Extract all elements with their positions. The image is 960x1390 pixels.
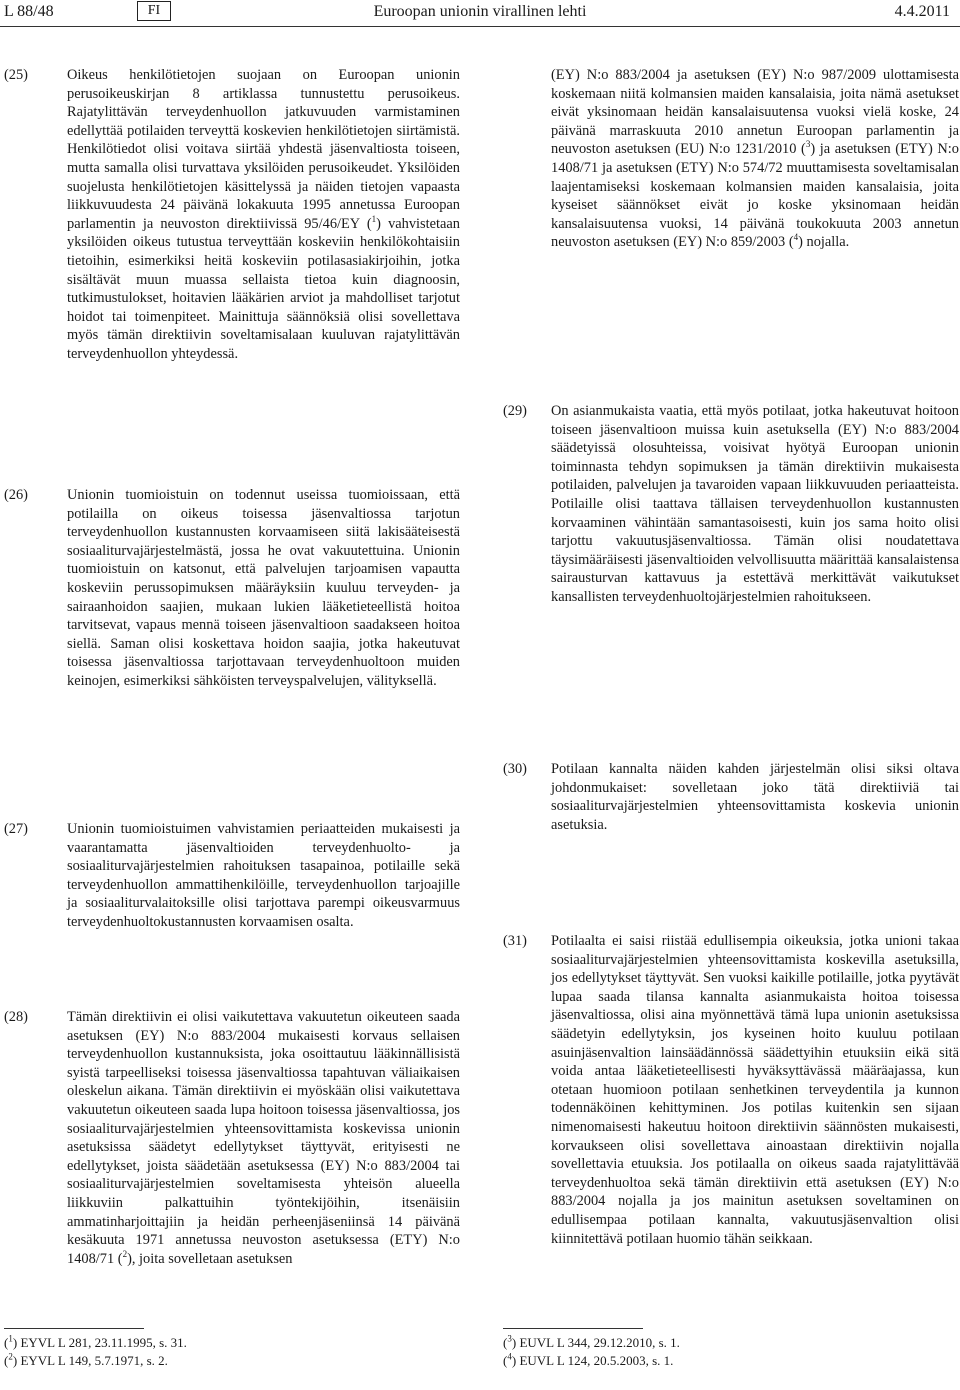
header-rule (0, 26, 960, 27)
footnote-rule (4, 1328, 144, 1329)
footnote-4: ($^4$) EUVL L 124, 20.5.2003, s. 1. (503, 1351, 674, 1368)
footnote-ref: 3 (805, 139, 811, 150)
language-badge: FI (137, 1, 171, 21)
recital-text: (EY) N:o 883/2004 ja asetuksen (EY) N:o 987/2009 ulottamisesta koskemaan niitä kolmansien maiden kansalaisia, joita nämä asetukset eivät yksinomaan heidän kansalaisuutensa vuoksi vielä koske, 24 päivänä marraskuuta 2010 annetun Euroopan parlamentin ja neuvoston asetuksen (EU) N:o 1231/2010 ($^3$) ja asetuksen (ETY) N:o 1408/71 ja asetuksen (ETY) N:o 574/72 muuttamisesta soveltamisalan laajentamiseksi koskemaan kolmansien maiden kansalaisia, joita kyseiset säännökset eivät jo koske yksinomaan heidän kansalaisuutensa vuoksi, 14 päivänä toukokuuta 2003 annetun neuvoston asetuksen (EY) N:o 859/2003 ($^4$) nojalla. (551, 67, 959, 251)
publication-date: 4.4.2011 (894, 3, 950, 20)
recital-text: Unionin tuomioistuin on todennut useissa tuomioissaan, että potilailla on oikeus toisessa jäsenvaltiossa tarjotun terveydenhuollon kustannusten korvaamiseen siitä lakisääteisestä sosiaaliturvajärjestelmästä, jossa he ovat vakuutettuina. Unionin tuomioistuin on katsonut, että palvelujen tarjoamisen vapautta koskeviin perussopimuksen määräyksiin kuuluu terveyden- ja sairaanhoidon saajien, mukaan lukien lääketieteellistä hoitoa tarvitsevat, vapaus mennä toiseen jäsenvaltioon saadakseen hoitoa siellä. Saman olisi koskettava hoidon saajia, jotka hakeutuvat toisessa jäsenvaltiossa tarjottavaan terveydenhuoltoon muiden keinojen, esimerkiksi sähköisten terveyspalvelujen, välityksellä. (67, 487, 460, 689)
footnote-2: ($^2$) EYVL L 149, 5.7.1971, s. 2. (4, 1351, 168, 1368)
recital-25 (4, 66, 460, 364)
footnote-rule (503, 1328, 643, 1329)
footnote-3: ($^3$) EUVL L 344, 29.12.2010, s. 1. (503, 1333, 680, 1350)
recital-number: (28) (4, 1009, 28, 1025)
recital-text: Tämän direktiivin ei olisi vaikutettava vakuutetun oikeuteen saada asetuksen (EY) N:o 883/2004 mukaisesti korvaus sellaisen terveydenhuollon kustannuksista, joka osoittautuu lääkinnällisistä syistä tarpeelliseksi toisessa jäsenvaltiossa tapahtuvan väliaikaisen oleskelun aikana. Tämän direktiivin ei myöskään olisi vaikutettava vakuutetun oikeuteen saada lupa hoitoon toisessa jäsenvaltiossa, jos sosiaaliturvajärjestelmien yhteensovittamista koskevissa unionin asetuksissa säädetyt edellytykset täyttyvät, erityisesti ne edellytykset, joista säädetään asetuksessa (EY) N:o 883/2004 tai sosiaaliturvajärjestelmien soveltamisesta yhteisön alueella liikkuviin palkattuihin työntekijöihin, itsenäisiin ammatinharjoittajiin ja heidän perheenjäseniinsä 14 päivänä kesäkuuta 1971 annetussa neuvoston asetuksessa (ETY) N:o 1408/71 ($^2$), joita sovelletaan asetuksen (67, 1009, 460, 1267)
page-header (0, 0, 960, 26)
recital-27 (4, 820, 460, 932)
recital-28-continued (503, 66, 959, 252)
recital-text: Potilaan kannalta näiden kahden järjestelmän olisi siksi oltava johdonmukaiset: sovelletaan joko tätä direktiiviä tai sosiaaliturvajärjestelmien yhteensovittamista koskevia unionin asetuksia. (551, 761, 959, 833)
page-reference: L 88/48 (4, 3, 54, 20)
recital-number: (31) (503, 933, 527, 949)
recital-number: (25) (4, 67, 28, 83)
footnote-ref: 2 (122, 1248, 128, 1259)
recital-text: Unionin tuomioistuimen vahvistamien periaatteiden mukaisesti ja vaarantamatta jäsenvaltioiden terveydenhuolto- ja sosiaaliturvajärjestelmien rahoituksen tasapainoa, potilaille sekä terveydenhuollon ammattihenkilöille, terveydenhuollon tarjoajille ja sosiaaliturvalaitoksille olisi tarjottava parempi oikeusvarmuus terveydenhuoltokustannusten korvaamisen osalta. (67, 821, 460, 930)
footnote-ref: 1 (371, 213, 377, 224)
recital-number: (26) (4, 487, 28, 503)
recital-number: (29) (503, 403, 527, 419)
recital-30 (503, 760, 959, 834)
recital-number: (30) (503, 761, 527, 777)
footnote-ref: 4 (793, 232, 799, 243)
recital-26 (4, 486, 460, 691)
recital-number: (27) (4, 821, 28, 837)
recital-31 (503, 932, 959, 1248)
recital-text: Potilaalta ei saisi riistää edullisempia oikeuksia, jotka unioni takaa sosiaaliturvajärjestelmien yhteensovittamista koskevilla asetuksilla, jos edellytykset täyttyvät. Sen vuoksi kaikille potilaille, jotka pyytävät lupaa saada tilansa kannalta asianmukaista hoitoa toisessa jäsenvaltiossa, olisi aina myönnettävä tämä lupa unionin asetuksissa säädetyin edellytyksin, jos kyseinen hoito kuuluu potilaan asuinjäsenvaltion lainsäädännössä säädettyihin etuuksiin eikä sitä voida antaa lääketieteellisesti hyväksyttävässä määräajassa, kun otetaan huomioon potilaan senhetkinen terveydentila ja kunnon todennäköinen kehittyminen. Jos potilas kuitenkin sen sijaan nimenomaisesti hakeutuu hoitoon direktiivin säännösten mukaisesti, korvaukseen olisi sovellettava ainoastaan direktiivin nojalla sovellettavia etuuksia. Jos potilaalla on oikeus saada rajatylittävää terveydenhuoltoa sekä tämän direktiivin että asetuksen (EY) N:o 883/2004 nojalla ja jos mainitun asetuksen soveltaminen on edullisempaa potilaan kannalta, vakuutusjäsenvaltion olisi kiinnitettävä potilaan huomio tähän seikkaan. (551, 933, 959, 1247)
journal-title: Euroopan unionin virallinen lehti (373, 3, 587, 20)
recital-28 (4, 1008, 460, 1268)
recital-29 (503, 402, 959, 607)
footnote-1: ($^1$) EYVL L 281, 23.11.1995, s. 31. (4, 1333, 187, 1350)
recital-text: Oikeus henkilötietojen suojaan on Euroopan unionin perusoikeuskirjan 8 artiklassa tunnustettu perusoikeus. Rajatylittävän terveydenhuollon jatkuvuuden varmistaminen edellyttää potilaiden terveyttä koskevien henkilötietojen siirtämistä. Henkilötiedot olisi voitava siirtää yhdestä jäsenvaltiosta toiseen, mutta samalla olisi turvattava yksilöiden perusoikeudet. Yksilöiden suojelusta henkilötietojen käsittelyssä ja näiden tietojen vapaasta liikkuvuudesta 24 päivänä lokakuuta 1995 annetussa Euroopan parlamentin ja neuvoston direktiivissä 95/46/EY ($^1$) vahvistetaan yksilöiden oikeus tutustua terveyttään koskeviin henkilökohtaisiin tietoihin, esimerkiksi heitä koskeviin potilasasiakirjoihin, jotka sisältävät muun muassa sellaista tietoa kuin diagnoosin, tutkimustulokset, hoitavien lääkärien arviot ja mahdolliset tarjotut hoidot tai toimenpiteet. Mainittuja säännöksiä olisi sovellettava myös tämän direktiivin soveltamisalaan kuuluvan rajatylittävän terveydenhuollon yhteydessä. (67, 67, 461, 362)
recital-text: On asianmukaista vaatia, että myös potilaat, jotka hakeutuvat hoitoon toiseen jäsenvaltioon muissa kuin asetuksella (EY) N:o 883/2004 säädetyissä olosuhteissa, voisivat hyötyä Euroopan unionin toiminnasta tehdyn sopimuksen ja tämän direktiivin mukaisesta potilaiden, palvelujen ja tavaroiden vapaan liikkuvuuden periaatteista. Potilaille olisi taattava tällaisen terveydenhuollon kustannusten korvaaminen vähintään samantasoisesti, kuin jos sama hoito olisi tarjottu vakuutusjäsenvaltiossa. Tämän olisi noudatettava täysimääräisesti jäsenvaltioiden velvollisuutta määrittää kansalaistensa sairausturvan kattavuus ja estettävä merkittävät vaikutukset kansallisten terveydenhuoltojärjestelmien rahoitukseen. (551, 403, 959, 605)
